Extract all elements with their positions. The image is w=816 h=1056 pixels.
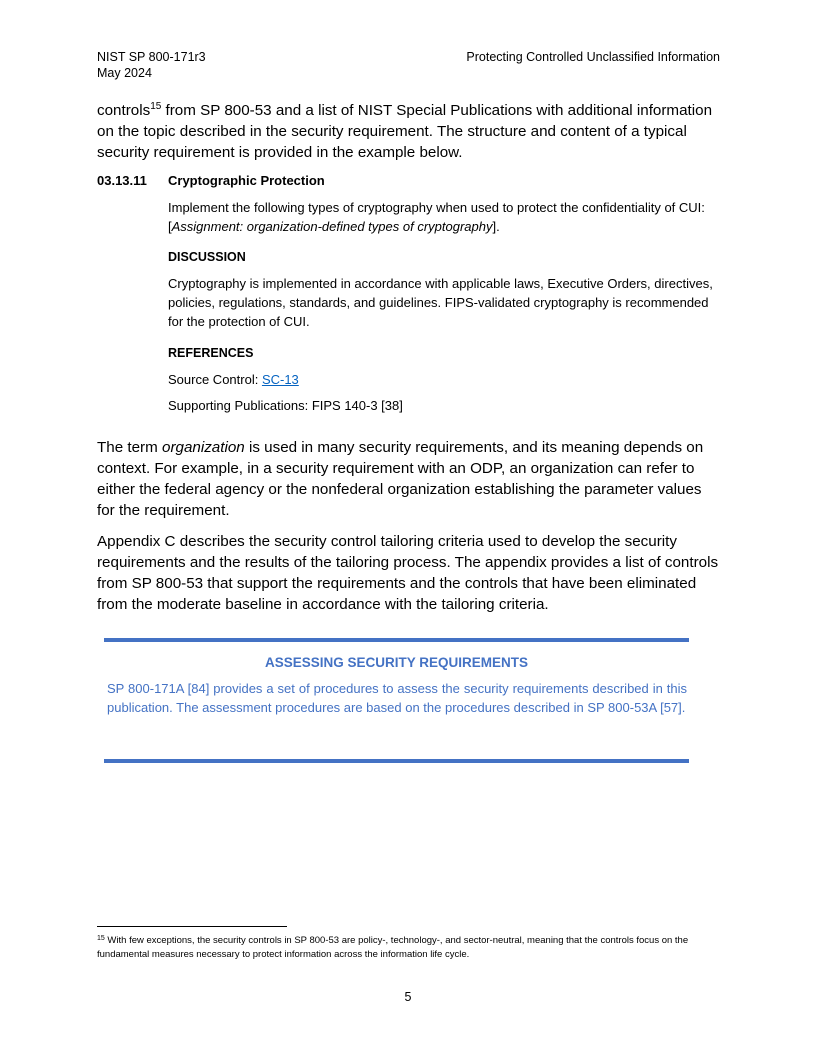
footnote-reference[interactable]: 15 — [150, 101, 162, 112]
references-heading: REFERENCES — [168, 346, 254, 360]
footnote — [97, 934, 721, 962]
intro-paragraph — [97, 100, 722, 163]
doc-id: NIST SP 800-171r3 — [97, 50, 206, 64]
callout-top-rule — [104, 638, 689, 642]
doc-date: May 2024 — [97, 66, 152, 80]
statement-prefix: Implement the following types of cryptography when used to protect the confidentiality of CUI: [ — [168, 200, 705, 234]
discussion-text: Cryptography is implemented in accordance with applicable laws, Executive Orders, directives, policies, regulations, standards, and guidelines. FIPS-validated cryptography is recommended for the protection of CUI. — [168, 276, 713, 329]
statement-assignment: Assignment: organization-defined types of cryptography — [171, 219, 493, 234]
appendix-paragraph: Appendix C describes the security control tailoring criteria used to develop the security requirements and the results of the tailoring process. The appendix provides a list of controls from SP 800-53 that support the requirements and the controls that have been eliminated from the moderate baseline in accordance with the tailoring criteria. — [97, 533, 719, 613]
requirement-statement — [168, 198, 723, 236]
source-control — [168, 370, 723, 389]
discussion-heading: DISCUSSION — [168, 250, 246, 264]
requirement-title: Cryptographic Protection — [168, 173, 325, 188]
supporting-publications: Supporting Publications: FIPS 140-3 [38] — [168, 398, 403, 413]
requirement-number: 03.13.11 — [97, 173, 147, 188]
running-title: Protecting Controlled Unclassified Information — [466, 50, 720, 64]
organization-paragraph — [97, 437, 722, 521]
org-rest: is used in many security requirements, and its meaning depends on context. For example, in a security requirement with an ODP, an organization can refer to either the federal agency or the nonfederal organization establishing the parameter values for the requirement. — [97, 439, 704, 519]
header-left — [97, 49, 206, 81]
intro-lead: controls — [97, 102, 151, 119]
footnote-marker: 15 — [97, 935, 105, 942]
footnote-separator — [97, 926, 287, 927]
org-term: organization — [162, 439, 245, 456]
intro-rest: from SP 800-53 and a list of NIST Special Publications with additional information on the topic described in the security requirement. The structure and content of a typical security requirement is provided in the example below. — [97, 102, 713, 161]
source-control-link[interactable]: SC-13 — [261, 372, 299, 387]
source-control-label: Source Control: — [168, 372, 262, 387]
callout-bottom-rule — [104, 759, 689, 763]
statement-suffix: ]. — [492, 219, 500, 234]
footnote-text: With few exceptions, the security controls in SP 800-53 are policy-, technology-, and sector-neutral, meaning that the controls focus on the fundamental measures necessary to protect information across the information life cycle. — [97, 935, 689, 960]
page-number: 5 — [404, 990, 412, 1004]
callout-text: SP 800-171A [84] provides a set of procedures to assess the security requirements described in this publication. The assessment procedures are based on the procedures described in SP 800-53A [57]. — [107, 681, 687, 715]
org-prefix: The term — [97, 439, 162, 456]
callout-title: ASSESSING SECURITY REQUIREMENTS — [264, 655, 529, 670]
